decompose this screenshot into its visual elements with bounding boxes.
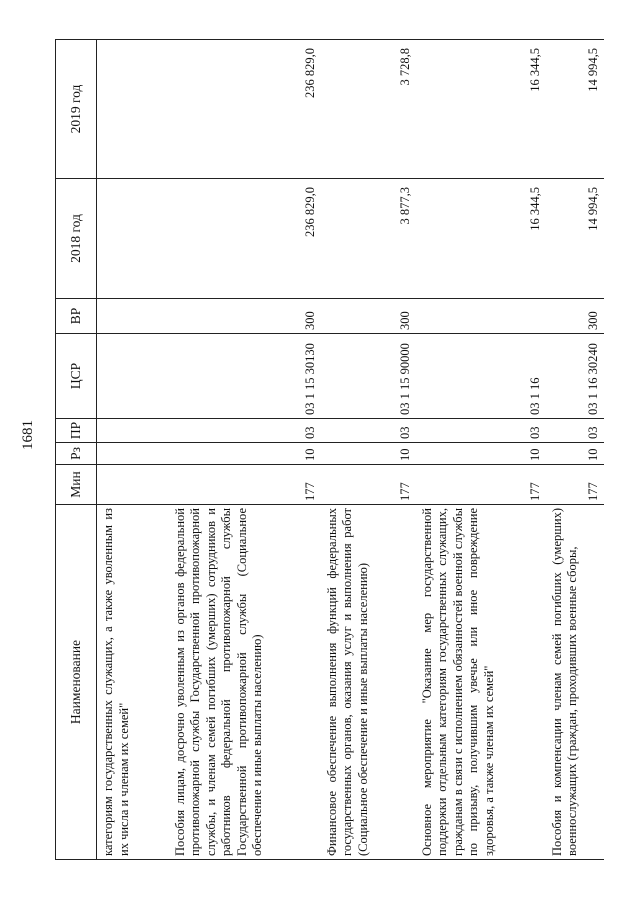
row-rz: 10	[169, 443, 321, 465]
row-rz: 10	[321, 443, 416, 465]
row-2018: 14 994,5	[546, 179, 604, 299]
header-min: Мин	[56, 465, 97, 505]
row-name: Основное мероприятие "Оказание мер государственной поддержки отдельным категориям государственных служащих, гражданам в связи с исполнением обязанностей военной службы по призыву, получившим увечье или иное повреждение здоровья, а также членам их семей"	[416, 505, 546, 860]
row-rz: 10	[546, 443, 604, 465]
header-2018: 2018 год	[56, 179, 97, 299]
table-row	[546, 40, 604, 860]
row-pr: 03	[416, 419, 546, 443]
row-csr: 03 1 15 30130	[169, 334, 321, 419]
row-rz	[97, 443, 169, 465]
row-2018: 16 344,5	[416, 179, 546, 299]
row-min: 177	[546, 465, 604, 505]
row-csr: 03 1 16	[416, 334, 546, 419]
row-pr: 03	[169, 419, 321, 443]
row-vr: 300	[169, 299, 321, 334]
header-rz: Рз	[56, 443, 97, 465]
row-name: Пособия и компенсации членам семей погибших (умерших) военнослужащих (граждан, проходивших военные сборы,	[546, 505, 604, 860]
header-pr: ПР	[56, 419, 97, 443]
row-pr: 03	[321, 419, 416, 443]
table-row	[416, 40, 546, 860]
row-pr: 03	[546, 419, 604, 443]
header-vr: ВР	[56, 299, 97, 334]
row-2019: 14 994,5	[546, 40, 604, 179]
table-row	[97, 40, 169, 860]
header-name: Наименование	[56, 505, 97, 860]
row-2019	[97, 40, 169, 179]
row-2019: 3 728,8	[321, 40, 416, 179]
row-vr	[416, 299, 546, 334]
row-2018	[97, 179, 169, 299]
row-pr	[97, 419, 169, 443]
row-min: 177	[321, 465, 416, 505]
row-2018: 236 829,0	[169, 179, 321, 299]
row-name: категориям государственных служащих, а также уволенным из их числа и членам их семей"	[97, 505, 169, 860]
table-row	[169, 40, 321, 860]
budget-table-page	[55, 40, 610, 860]
row-name: Пособия лицам, досрочно уволенным из органов федеральной противопожарной службы Государственной противопожарной службы, и членам семей погибших (умерших) сотрудников и работников федеральной противопожарной службы Государственной противопожарной службы (Социальное обеспечение и иные выплаты населению)	[169, 505, 321, 860]
row-vr: 300	[546, 299, 604, 334]
budget-table	[55, 39, 604, 860]
row-csr: 03 1 15 90000	[321, 334, 416, 419]
row-2018: 3 877,3	[321, 179, 416, 299]
row-min: 177	[169, 465, 321, 505]
row-min	[97, 465, 169, 505]
row-min: 177	[416, 465, 546, 505]
row-csr	[97, 334, 169, 419]
page-number: 1681	[20, 420, 36, 450]
table-header-row	[56, 40, 97, 860]
row-rz: 10	[416, 443, 546, 465]
row-name: Финансовое обеспечение выполнения функций федеральных государственных органов, оказания услуг и выполнения работ (Социальное обеспечение и иные выплаты населению)	[321, 505, 416, 860]
row-2019: 236 829,0	[169, 40, 321, 179]
row-2019: 16 344,5	[416, 40, 546, 179]
row-vr	[97, 299, 169, 334]
row-vr: 300	[321, 299, 416, 334]
header-csr: ЦСР	[56, 334, 97, 419]
table-row	[321, 40, 416, 860]
header-2019: 2019 год	[56, 40, 97, 179]
row-csr: 03 1 16 30240	[546, 334, 604, 419]
